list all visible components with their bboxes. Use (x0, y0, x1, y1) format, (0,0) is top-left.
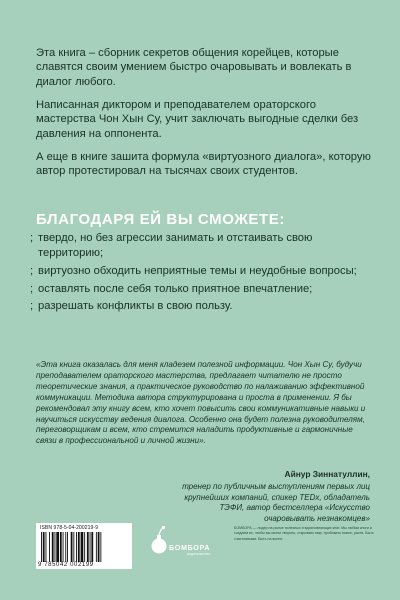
publisher-subtitle: ИЗДАТЕЛЬСТВО (187, 552, 211, 556)
reviewer-description: тренер по публичным выступлениям первых лиц крупнейших компаний, спикер TEDx, обладатель ТЭФИ, автор бестселлера «Искусство очаровывать незнакомцев» (182, 482, 370, 523)
intro-paragraph-3: А еще в книге зашита формула «виртуозного диалога», которую автор протестировал на тысячах своих студентов. (36, 151, 371, 178)
barcode-digits: 9 785042 002199 (38, 562, 94, 568)
isbn-number: ISBN 978-5-04-200219-9 (40, 525, 99, 531)
bomb-icon (151, 524, 167, 558)
publisher-name: БОМБОРА (169, 543, 211, 552)
reviewer-name: Айнур Зиннатуллин, (284, 469, 370, 479)
benefit-item: ; разрешать конфликты в свою пользу. (30, 299, 360, 314)
intro-paragraph-1: Эта книга – сборник секретов общения корейцев, которые славятся своим умением быстро очаровывать и вовлекать в диалог любого. (36, 47, 352, 88)
benefit-item: ; оставлять после себя только приятное впечатление; (30, 282, 360, 297)
benefits-list (30, 231, 360, 317)
benefits-heading: БЛАГОДАРЯ ЕЙ ВЫ СМОЖЕТЕ: (36, 211, 286, 228)
review-quote: «Эта книга оказалась для меня кладезем полезной информации. Чон Хын Су, будучи преподавателем ораторского мастерства, предлагает читателю не просто теоретические знания, а практическое руководство по налаживанию эффективной коммуникации. Методика автора структурирована и проста в применении. Я бы рекомендовал эту книгу всем, кто хочет повысить свои коммуникативные навыки и научиться искусству ведения диалога. Особенно она будет полезна руководителям, переговорщикам и всем, кто стремится наладить продуктивные и гармоничные связи в профессиональной и личной жизни». (36, 360, 366, 446)
publisher-logo (151, 524, 209, 558)
publisher-note: БОМБОРА — лидер на рынке полезных и вдохновляющих книг. Мы любим книги и создаем их, чтобы вы могли творить, открывать мир, пробовать новое, расти. Быть счастливыми. Быть на волне. (234, 526, 374, 541)
benefit-item: ; твердо, но без агрессии занимать и отстаивать свою территорию; (30, 231, 360, 260)
barcode (36, 523, 132, 569)
benefit-item: ; виртуозно обходить неприятные темы и неудобные вопросы; (30, 264, 360, 279)
intro-paragraph-2: Написанная диктором и преподавателем ораторского мастерства Чон Хын Су, учит заключать выгодные сделки без давления на оппонента. (36, 99, 359, 140)
barcode-bars (40, 532, 128, 562)
